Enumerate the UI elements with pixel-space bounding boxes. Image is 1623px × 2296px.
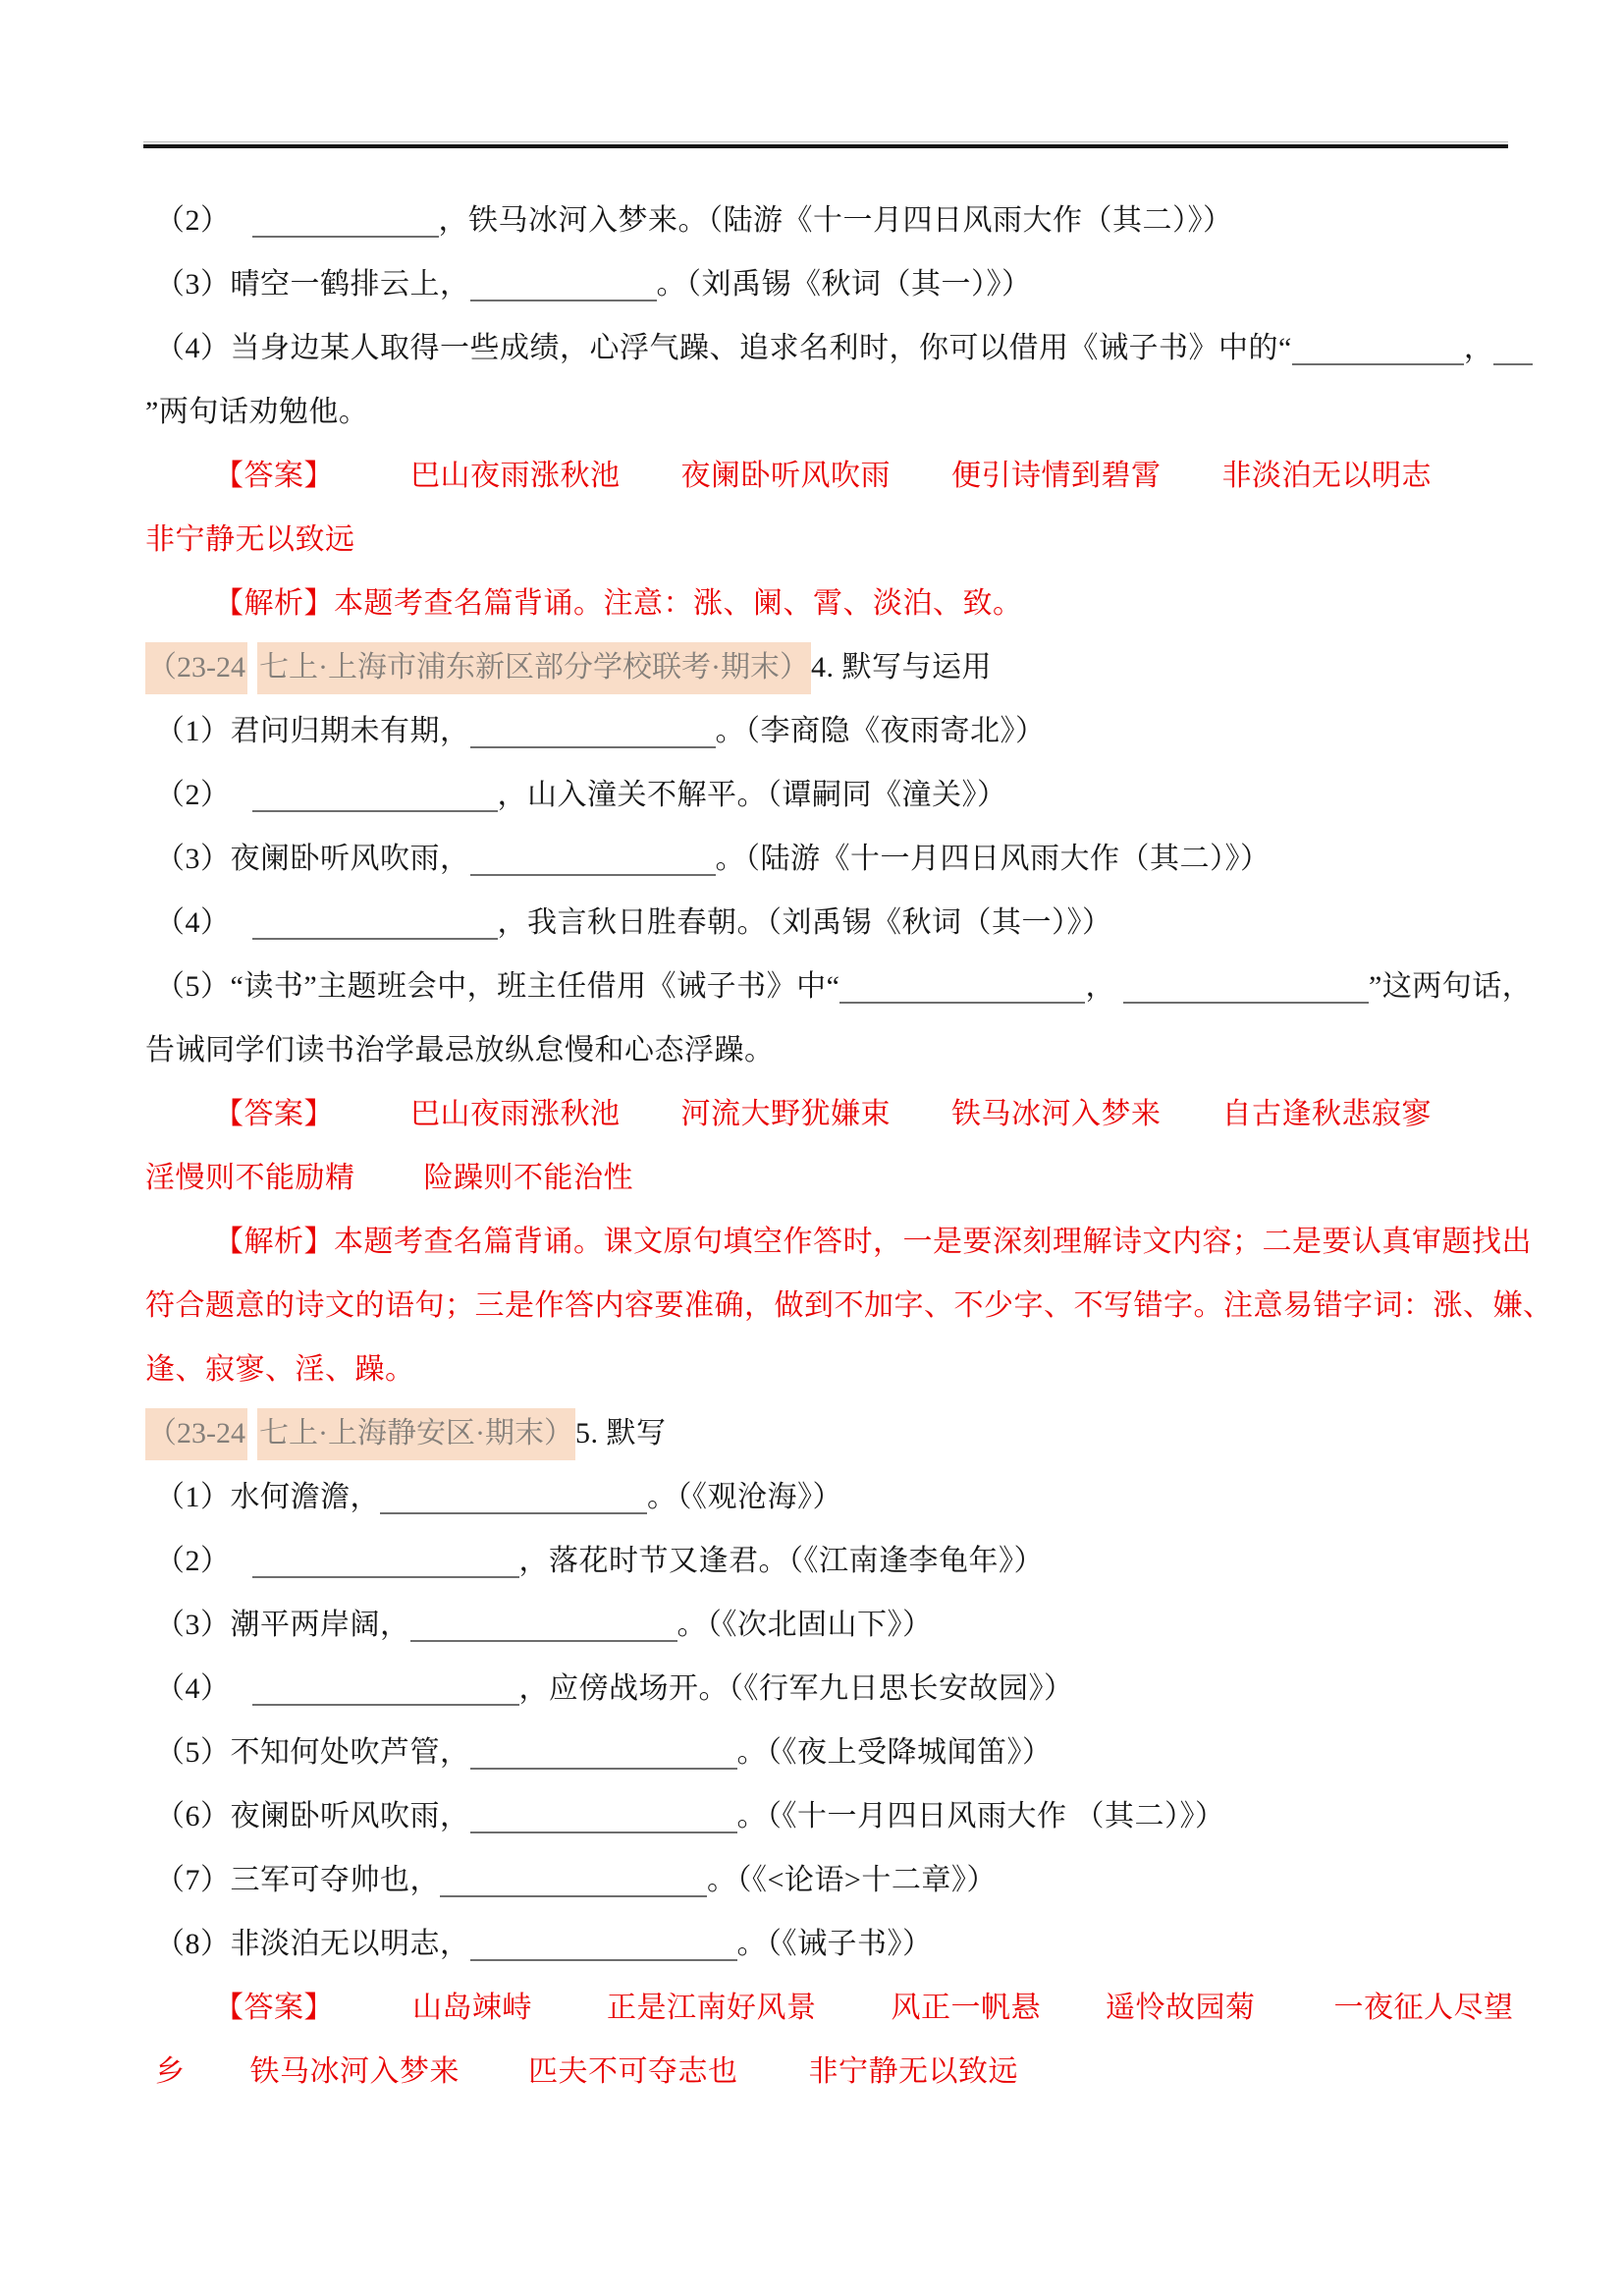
text-run: 告诫同学们读书治学最忌放纵怠慢和心态浮躁。 [145,1034,775,1066]
fill-in-blank [252,1543,519,1578]
text-run: 乡 [155,2055,186,2088]
text-run: 遥怜故园菊 [1106,1992,1256,2024]
question-line [145,1848,1623,1912]
text-run: 。（《夜上受降城闻笛》） [736,1736,1053,1769]
text-run: ，我言秋日胜春朝。（刘禹锡《秋词（其一）》） [497,906,1112,939]
text-run: ，应傍战场开。（《行军九日思长安故园》） [518,1672,1074,1705]
fill-in-blank [252,1670,519,1706]
text-run: （7）三军可夺帅也， [155,1864,440,1896]
fill-in-blank [410,1607,677,1642]
text-run: （4）当身边某人取得一些成绩，心浮气躁、追求名利时，你可以借用《诫子书》中的“ [155,332,1292,364]
text-run: （3）潮平两岸阔， [155,1609,410,1641]
text-run: （5）不知何处吹芦管， [155,1736,470,1769]
text-run: 5. 默写 [574,1417,667,1449]
section-header [145,635,1623,699]
text-run: 。（《十一月四日风雨大作 （其二）》） [736,1800,1225,1832]
text-run: 。（《观沧海》） [647,1481,842,1513]
fill-in-blank [440,1862,707,1897]
text-run: （2） [155,779,231,811]
text-run: （4） [155,1672,231,1705]
text-run: （4） [155,906,231,939]
question-line [145,252,1623,316]
fill-in-blank [470,713,716,748]
fill-in-blank [252,777,498,812]
fill-in-blank [470,266,657,301]
text-run: 【答案】 [214,1098,334,1130]
text-run: ，山入潼关不解平。（谭嗣同《潼关》） [497,779,1007,811]
text-run: ”两句话劝勉他。 [145,396,369,428]
fill-in-blank [470,1926,737,1961]
exam-source-tag: 七上·上海市浦东新区部分学校联考·期末） [257,642,811,694]
text-run: 铁马冰河入梦来 [951,1098,1162,1130]
text-run: 夜阑卧听风吹雨 [680,460,891,492]
text-run: （5）“读书”主题班会中，班主任借用《诫子书》中“ [155,970,840,1003]
text-run: 。（李商隐《夜雨寄北》） [715,715,1046,747]
fill-in-blank [470,1798,737,1833]
text-run: 非宁静无以致远 [145,523,355,556]
text-run: 巴山夜雨涨秋池 [410,1098,621,1130]
answer-line [145,1976,1623,2040]
text-run: （3）夜阑卧听风吹雨， [155,843,470,875]
text-run: 逢、寂寥、淫、躁。 [145,1353,415,1386]
text-run: 非宁静无以致远 [808,2055,1018,2088]
answer-continuation [145,508,1623,572]
question-line [145,699,1623,763]
fill-in-blank [470,1734,737,1770]
fill-in-blank [470,841,716,876]
analysis-line [145,1210,1623,1274]
fill-in-blank [252,202,439,238]
fill-in-blank [1123,968,1369,1004]
text-run: （6）夜阑卧听风吹雨， [155,1800,470,1832]
question-line [145,1721,1623,1784]
text-run: 非淡泊无以明志 [1221,460,1432,492]
text-run: 风正一帆悬 [891,1992,1041,2024]
document-content [145,189,1623,2104]
question-line [145,1593,1623,1657]
text-run: 【解析】本题考查名篇背诵。注意：涨、阑、霄、淡泊、致。 [214,587,1023,620]
text-run: 【答案】 [214,460,334,492]
text-run: 。（刘禹锡《秋词（其一）》） [656,268,1032,301]
text-run: （8）非淡泊无以明志， [155,1928,470,1960]
question-line [145,763,1623,827]
question-line [145,316,1623,380]
text-run: 。（《诫子书》） [736,1928,933,1960]
text-run: 。（陆游《十一月四日风雨大作（其二）》） [715,843,1271,875]
text-run: 匹夫不可夺志也 [528,2055,738,2088]
analysis-line [145,572,1623,635]
paragraph-continuation [145,380,1623,444]
answer-line [145,1082,1623,1146]
answer-continuation [145,2040,1623,2104]
text-run: 巴山夜雨涨秋池 [410,460,621,492]
text-run: 便引诗情到碧霄 [951,460,1162,492]
text-run: 河流大野犹嫌束 [680,1098,891,1130]
text-run: ， [1463,332,1494,364]
text-run: 一夜征人尽望 [1333,1992,1514,2024]
text-run: ， [1085,970,1115,1003]
exam-source-tag: （23-24 [145,642,247,694]
text-run: ”这两句话， [1368,970,1533,1003]
answer-line [145,444,1623,508]
question-line [145,189,1623,252]
question-line [145,1657,1623,1721]
analysis-continuation [145,1338,1623,1401]
text-run: （2） [155,1545,231,1577]
fill-in-blank [839,968,1085,1004]
text-run: （1）水何澹澹， [155,1481,380,1513]
text-run: 【答案】 [214,1992,334,2024]
text-run: 正是江南好风景 [607,1992,817,2024]
header-rule [143,141,1508,148]
text-run: 山岛竦峙 [412,1992,532,2024]
text-run: 。（《<论语>十二章》） [707,1864,997,1896]
question-line [145,1529,1623,1593]
question-line [145,1912,1623,1976]
paragraph-continuation [145,1018,1623,1082]
section-header [145,1401,1623,1465]
question-line [145,1465,1623,1529]
text-run: 淫慢则不能励精 [145,1162,355,1194]
text-run: 自古逢秋悲寂寥 [1221,1098,1432,1130]
text-run: 4. 默写与运用 [810,651,992,683]
text-run: （1）君问归期未有期， [155,715,470,747]
question-line [145,891,1623,955]
text-run: （2） [155,204,231,237]
exam-source-tag: 七上·上海静安区·期末） [257,1408,575,1460]
text-run: 。（《次北固山下》） [676,1609,933,1641]
text-run: 铁马冰河入梦来 [249,2055,460,2088]
text-run: ，铁马冰河入梦来。（陆游《十一月四日风雨大作（其二）》） [438,204,1233,237]
answer-continuation [145,1146,1623,1210]
question-line [145,827,1623,891]
text-run: 险躁则不能治性 [423,1162,633,1194]
question-line [145,1784,1623,1848]
fill-in-blank [1292,330,1464,365]
fill-in-blank [252,904,498,940]
text-run: ，落花时节又逢君。（《江南逢李龟年》） [518,1545,1044,1577]
fill-in-blank [380,1479,647,1514]
fill-in-blank [1493,330,1533,365]
exam-source-tag: （23-24 [145,1408,247,1460]
question-line [145,955,1623,1018]
text-run: （3）晴空一鹤排云上， [155,268,470,301]
text-run: 符合题意的诗文的语句；三是作答内容要准确，做到不加字、不少字、不写错字。注意易错字词：涨、嫌、 [145,1289,1553,1322]
text-run: 【解析】本题考查名篇背诵。课文原句填空作答时，一是要深刻理解诗文内容；二是要认真审题找出 [214,1226,1532,1258]
analysis-continuation [145,1274,1623,1338]
